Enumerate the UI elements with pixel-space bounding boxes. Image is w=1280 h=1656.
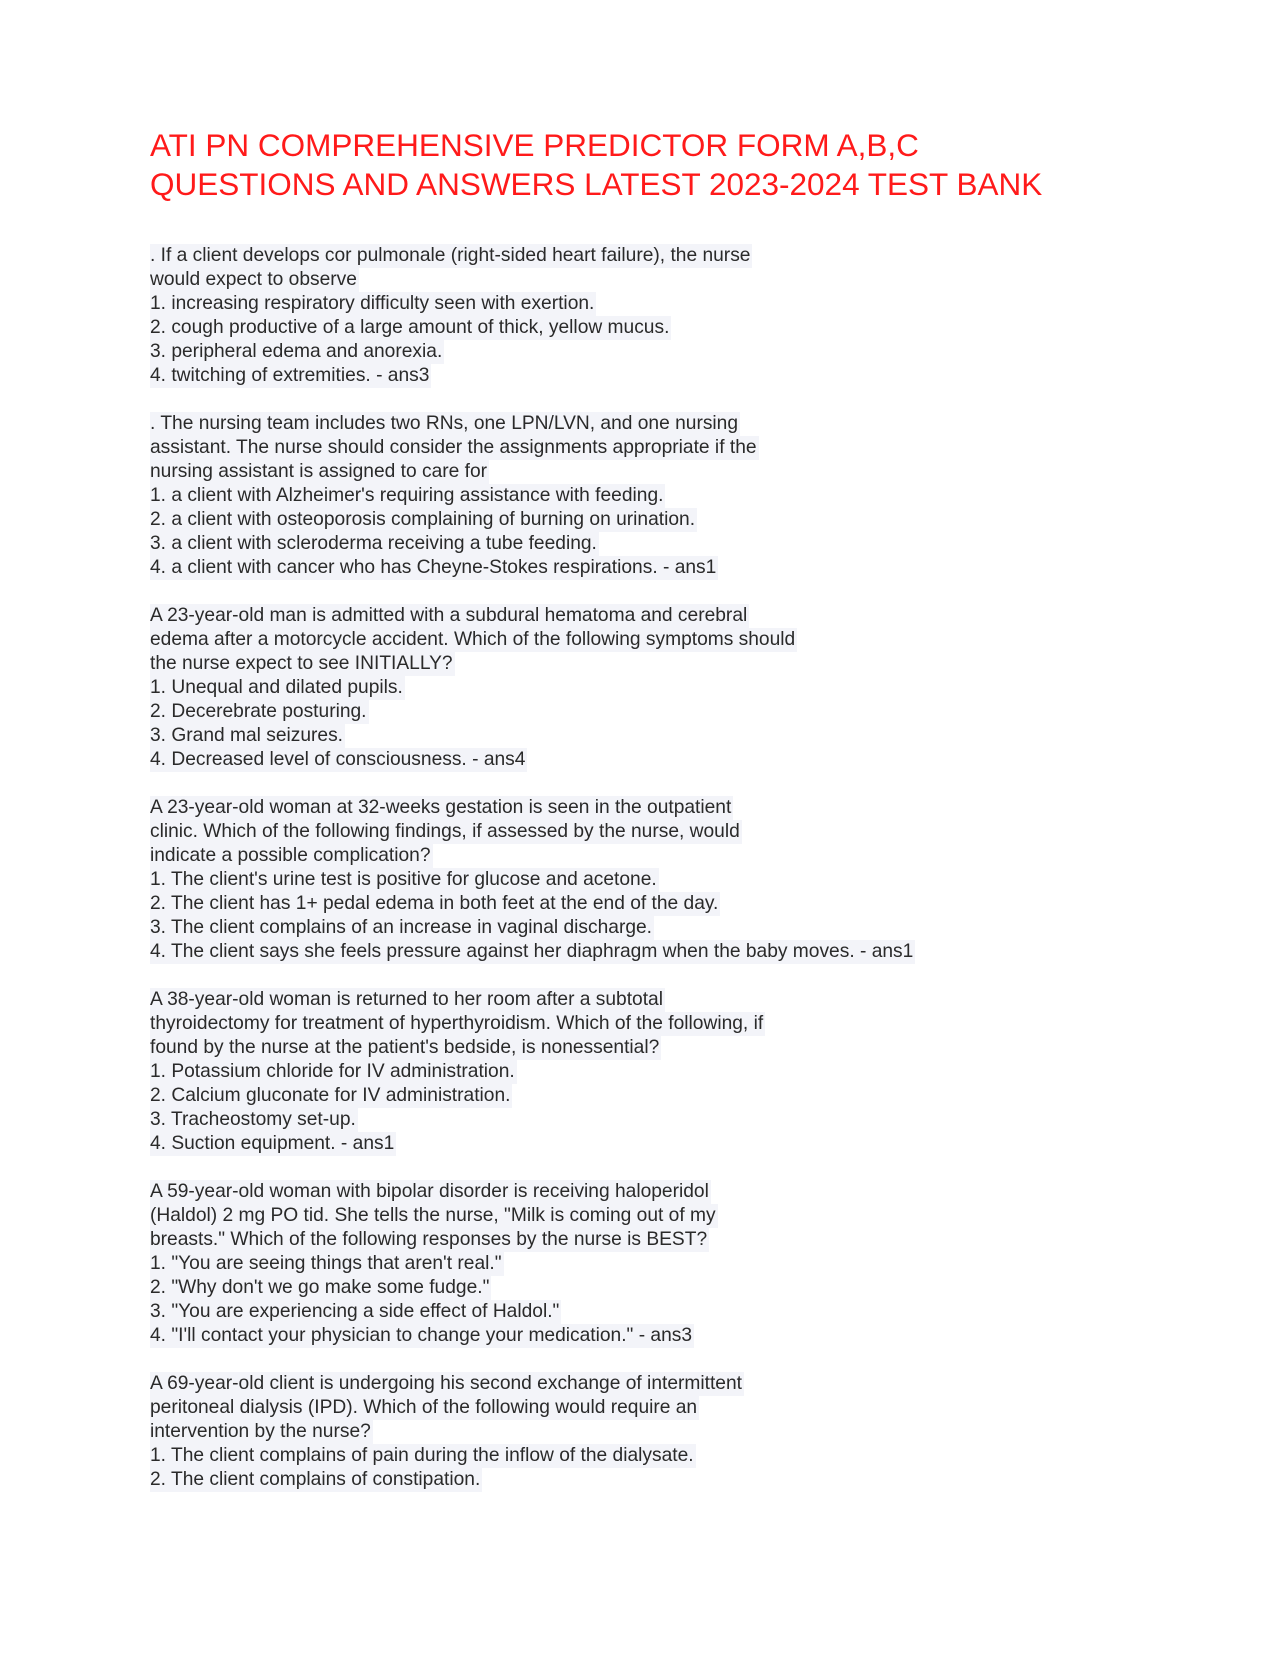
question-text-line	[150, 1108, 1230, 1132]
highlighted-text: 1. The client's urine test is positive for glucose and acetone.	[150, 869, 657, 890]
question-text-line	[150, 1444, 1230, 1468]
highlighted-text: assistant. The nurse should consider the assignments appropriate if the	[150, 437, 757, 458]
question-stem-line	[150, 604, 1230, 628]
question-block	[150, 1180, 1230, 1348]
question-text-line	[150, 340, 1230, 364]
highlighted-text: (Haldol) 2 mg PO tid. She tells the nurse, "Milk is coming out of my	[150, 1205, 716, 1226]
highlighted-text: clinic. Which of the following findings, if assessed by the nurse, would	[150, 821, 740, 842]
highlighted-text: A 23-year-old man is admitted with a subdural hematoma and cerebral	[150, 605, 748, 626]
question-text-line	[150, 916, 1230, 940]
question-list	[150, 244, 1230, 1516]
highlighted-text: 2. Decerebrate posturing.	[150, 701, 367, 722]
question-text-line	[150, 748, 1230, 772]
question-text-line	[150, 1252, 1230, 1276]
highlighted-text: 2. a client with osteoporosis complaining of burning on urination.	[150, 509, 696, 530]
highlighted-text: found by the nurse at the patient's bedside, is nonessential?	[150, 1037, 660, 1058]
question-block	[150, 244, 1230, 388]
highlighted-text: 1. a client with Alzheimer's requiring assistance with feeding.	[150, 485, 664, 506]
title-line: ATI PN COMPREHENSIVE PREDICTOR FORM A,B,C	[150, 127, 919, 163]
question-text-line	[150, 940, 1230, 964]
question-text-line	[150, 1228, 1230, 1252]
question-text-line	[150, 1420, 1230, 1444]
question-text-line	[150, 1132, 1230, 1156]
question-text-line	[150, 892, 1230, 916]
highlighted-text: 3. Tracheostomy set-up.	[150, 1109, 356, 1130]
highlighted-text: intervention by the nurse?	[150, 1421, 371, 1442]
question-text-line	[150, 508, 1230, 532]
question-text-line	[150, 700, 1230, 724]
highlighted-text: A 23-year-old woman at 32-weeks gestation is seen in the outpatient	[150, 797, 732, 818]
highlighted-text: 2. Calcium gluconate for IV administration.	[150, 1085, 511, 1106]
question-text-line	[150, 1060, 1230, 1084]
question-text-line	[150, 316, 1230, 340]
highlighted-text: thyroidectomy for treatment of hyperthyroidism. Which of the following, if	[150, 1013, 764, 1034]
question-block	[150, 412, 1230, 580]
highlighted-text: 4. twitching of extremities. - ans3	[150, 365, 430, 386]
highlighted-text: 1. Potassium chloride for IV administration.	[150, 1061, 515, 1082]
question-block	[150, 1372, 1230, 1492]
highlighted-text: 2. cough productive of a large amount of thick, yellow mucus.	[150, 317, 670, 338]
highlighted-text: 3. a client with scleroderma receiving a tube feeding.	[150, 533, 597, 554]
question-text-line	[150, 532, 1230, 556]
highlighted-text: the nurse expect to see INITIALLY?	[150, 653, 453, 674]
question-text-line	[150, 556, 1230, 580]
question-text-line	[150, 820, 1230, 844]
highlighted-text: 2. "Why don't we go make some fudge."	[150, 1277, 490, 1298]
highlighted-text: 4. Decreased level of consciousness. - ans4	[150, 749, 526, 770]
question-text-line	[150, 436, 1230, 460]
question-stem-line	[150, 1180, 1230, 1204]
highlighted-text: . If a client develops cor pulmonale (right-sided heart failure), the nurse	[150, 245, 751, 266]
question-text-line	[150, 1036, 1230, 1060]
highlighted-text: 1. increasing respiratory difficulty seen with exertion.	[150, 293, 595, 314]
question-text-line	[150, 1204, 1230, 1228]
question-text-line	[150, 364, 1230, 388]
question-text-line	[150, 1300, 1230, 1324]
question-text-line	[150, 628, 1230, 652]
question-block	[150, 988, 1230, 1156]
highlighted-text: 4. The client says she feels pressure against her diaphragm when the baby moves. - ans1	[150, 941, 914, 962]
question-text-line	[150, 1468, 1230, 1492]
question-block	[150, 796, 1230, 964]
highlighted-text: peritoneal dialysis (IPD). Which of the following would require an	[150, 1397, 698, 1418]
highlighted-text: 1. Unequal and dilated pupils.	[150, 677, 403, 698]
highlighted-text: 2. The client complains of constipation.	[150, 1469, 481, 1490]
question-text-line	[150, 1396, 1230, 1420]
highlighted-text: 3. Grand mal seizures.	[150, 725, 344, 746]
question-text-line	[150, 1276, 1230, 1300]
question-text-line	[150, 292, 1230, 316]
question-text-line	[150, 868, 1230, 892]
highlighted-text: would expect to observe	[150, 269, 357, 290]
highlighted-text: 4. a client with cancer who has Cheyne-Stokes respirations. - ans1	[150, 557, 717, 578]
highlighted-text: 1. The client complains of pain during the inflow of the dialysate.	[150, 1445, 694, 1466]
highlighted-text: indicate a possible complication?	[150, 845, 431, 866]
highlighted-text: 4. "I'll contact your physician to change your medication." - ans3	[150, 1325, 693, 1346]
highlighted-text: 1. "You are seeing things that aren't real."	[150, 1253, 502, 1274]
question-text-line	[150, 268, 1230, 292]
question-text-line	[150, 484, 1230, 508]
highlighted-text: . The nursing team includes two RNs, one LPN/LVN, and one nursing	[150, 413, 739, 434]
question-text-line	[150, 652, 1230, 676]
highlighted-text: 3. "You are experiencing a side effect of Haldol."	[150, 1301, 560, 1322]
highlighted-text: 2. The client has 1+ pedal edema in both feet at the end of the day.	[150, 893, 719, 914]
highlighted-text: A 59-year-old woman with bipolar disorder is receiving haloperidol	[150, 1181, 709, 1202]
highlighted-text: 3. The client complains of an increase in vaginal discharge.	[150, 917, 653, 938]
highlighted-text: nursing assistant is assigned to care for	[150, 461, 488, 482]
document-title	[150, 126, 1230, 204]
question-text-line	[150, 460, 1230, 484]
title-line: QUESTIONS AND ANSWERS LATEST 2023-2024 TEST BANK	[150, 166, 1043, 202]
question-stem-line	[150, 412, 1230, 436]
question-stem-line	[150, 796, 1230, 820]
question-stem-line	[150, 244, 1230, 268]
question-text-line	[150, 1012, 1230, 1036]
question-text-line	[150, 1324, 1230, 1348]
question-text-line	[150, 676, 1230, 700]
highlighted-text: A 69-year-old client is undergoing his second exchange of intermittent	[150, 1373, 742, 1394]
question-stem-line	[150, 988, 1230, 1012]
question-text-line	[150, 724, 1230, 748]
highlighted-text: A 38-year-old woman is returned to her room after a subtotal	[150, 989, 663, 1010]
highlighted-text: edema after a motorcycle accident. Which of the following symptoms should	[150, 629, 796, 650]
highlighted-text: breasts." Which of the following responses by the nurse is BEST?	[150, 1229, 708, 1250]
question-block	[150, 604, 1230, 772]
question-text-line	[150, 1084, 1230, 1108]
highlighted-text: 4. Suction equipment. - ans1	[150, 1133, 395, 1154]
question-stem-line	[150, 1372, 1230, 1396]
highlighted-text: 3. peripheral edema and anorexia.	[150, 341, 443, 362]
question-text-line	[150, 844, 1230, 868]
